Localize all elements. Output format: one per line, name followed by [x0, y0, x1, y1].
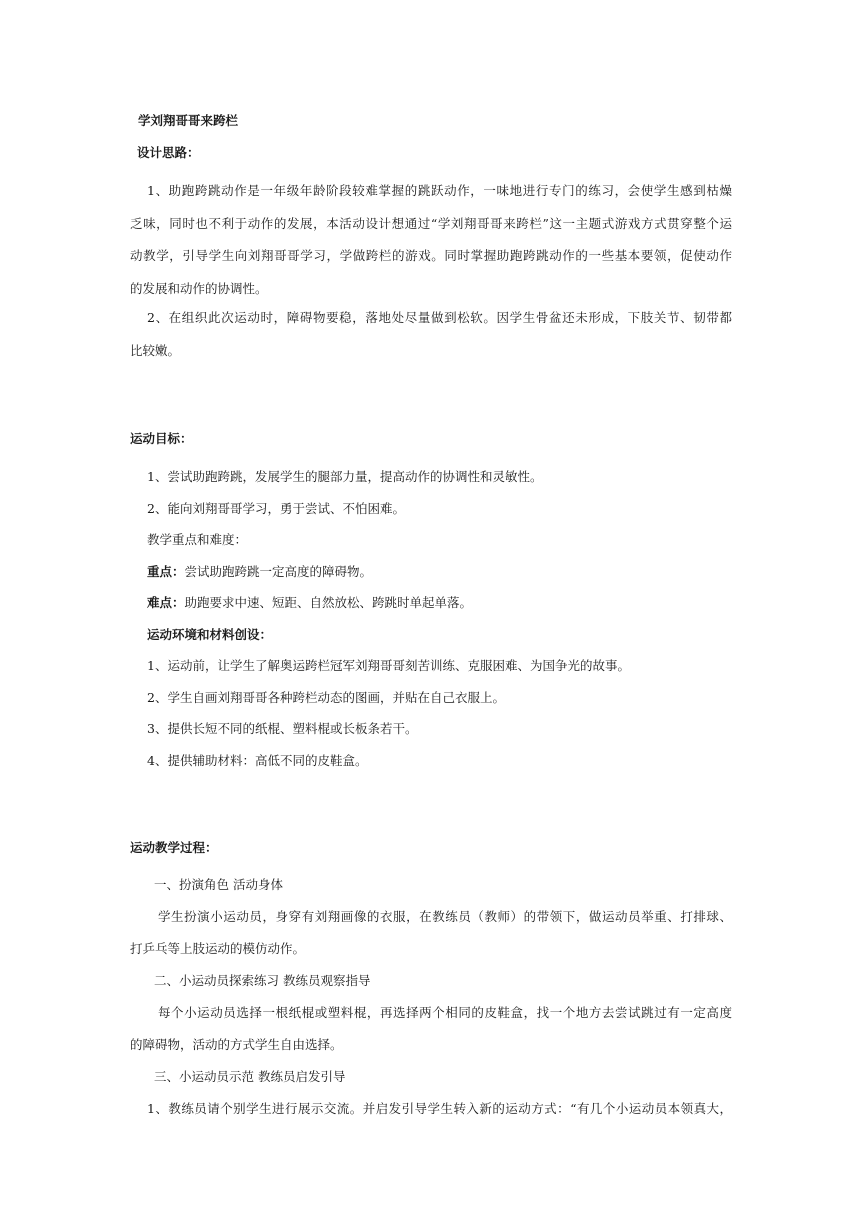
difficulty-point — [130, 587, 732, 619]
text-line: 打乒乓等上肢运动的模仿动作。 — [130, 941, 306, 956]
environment-heading: 运动环境和材料创设： — [147, 626, 273, 642]
text-line: 比较嫩。 — [130, 342, 181, 358]
text-line: 2、在组织此次运动时，障碍物要稳，落地处尽量做到松软。因学生骨盆还未形成，下肢关节、韧带都 — [147, 310, 732, 325]
text-line: 1、助跑跨跳动作是一年级年龄阶段较难掌握的跳跃动作，一味地进行专门的练习，会使学生感到枯燥 — [147, 183, 732, 198]
text-line: 学生扮演小运动员，身穿有刘翔画像的衣服，在教练员（教师）的带领下，做运动员举重、打排球、 — [158, 909, 732, 924]
text-line: 1、教练员请个别学生进行展示交流。并启发引导学生转入新的运动方式：“有几个小运动员本领真大， — [147, 1101, 732, 1116]
text-line: 动教学，引导学生向刘翔哥哥学习，学做跨栏的游戏。同时掌握助跑跨跳动作的一些基本要领，促使动作 — [130, 248, 732, 263]
key-text: 尝试助跑跨跳一定高度的障碍物。 — [184, 563, 373, 579]
text-line: 乏味，同时也不利于动作的发展，本活动设计想通过“学刘翔哥哥来跨栏”这一主题式游戏方式贯穿整个运 — [130, 215, 732, 231]
goal-item: 2、能向刘翔哥哥学习，勇于尝试、不怕困难。 — [147, 500, 405, 516]
process-section — [130, 869, 732, 1125]
goal-item: 1、尝试助跑跨跳，发展学生的腿部力量，提高动作的协调性和灵敏性。 — [147, 469, 543, 484]
document-title: 学刘翔哥哥来跨栏 — [138, 113, 239, 128]
key-point — [130, 556, 732, 588]
environment-item: 4、提供辅助材料：高低不同的皮鞋盒。 — [147, 752, 368, 768]
goals-heading: 运动目标： — [130, 431, 193, 446]
difficulty-label: 难点： — [147, 595, 185, 610]
text-line: 的障碍物，活动的方式学生自由选择。 — [130, 1037, 343, 1052]
goals-section — [130, 461, 732, 776]
text-line: 每个小运动员选择一根纸棍或塑料棍，再选择两个相同的皮鞋盒，找一个地方去尝试跳过有一定高度 — [158, 1005, 732, 1020]
step-heading: 三、小运动员示范 教练员启发引导 — [154, 1069, 346, 1084]
environment-item: 2、学生自画刘翔哥哥各种跨栏动态的图画，并贴在自己衣服上。 — [147, 689, 505, 705]
difficulty-text: 助跑要求中速、短距、自然放松、跨跳时单起单落。 — [184, 595, 473, 610]
key-points-heading: 教学重点和难度： — [147, 532, 248, 547]
step-heading: 一、扮演角色 活动身体 — [154, 877, 283, 892]
environment-item: 1、运动前，让学生了解奥运跨栏冠军刘翔哥哥刻苦训练、克服困难、为国争光的故事。 — [147, 658, 630, 673]
design-heading: 设计思路： — [137, 145, 200, 160]
text-line: 的发展和动作的协调性。 — [130, 280, 268, 296]
process-heading: 运动教学过程： — [130, 840, 218, 855]
step-heading: 二、小运动员探索练习 教练员观察指导 — [154, 973, 371, 988]
key-label: 重点： — [147, 563, 185, 579]
environment-item: 3、提供长短不同的纸棍、塑料棍或长板条若干。 — [147, 721, 418, 736]
design-paragraph-1 — [130, 175, 732, 305]
design-paragraph-2 — [130, 302, 732, 367]
